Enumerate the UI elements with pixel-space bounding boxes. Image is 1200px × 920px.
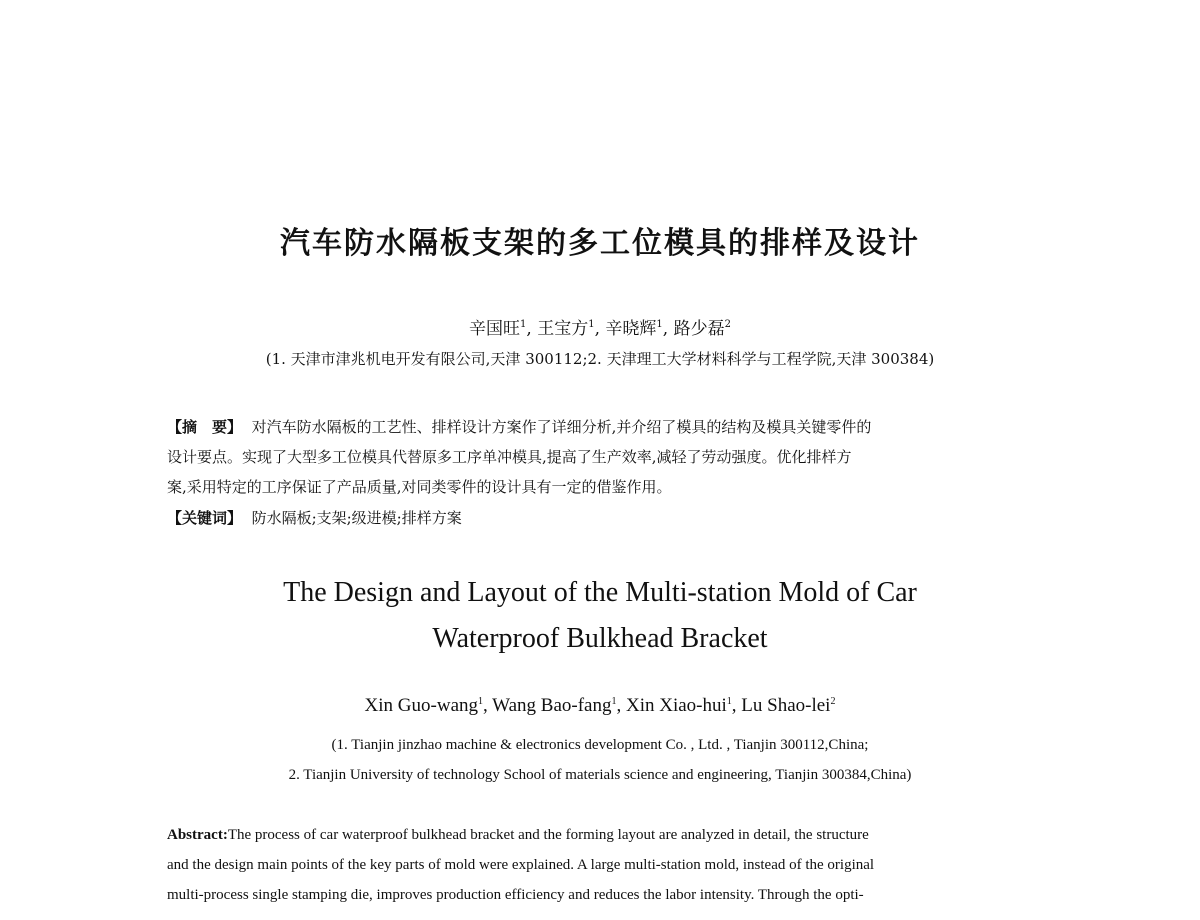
english-affiliation-line: (1. Tianjin jinzhao machine & electronics development Co. , Ltd. , Tianjin 300112,China; xyxy=(331,737,869,753)
abstract-line: multi-process single stamping die, improves production efficiency and reduces the labor intensity. Through the opti- xyxy=(167,887,864,903)
author-separator: , xyxy=(594,319,600,339)
author-separator: , xyxy=(731,695,737,716)
chinese-keywords xyxy=(167,506,1037,530)
abstract-line xyxy=(167,820,1027,850)
chinese-title: 汽车防水隔板支架的多工位模具的排样及设计 xyxy=(280,226,920,261)
keywords-text: 防水隔板;支架;级进模;排样方案 xyxy=(251,509,462,527)
author-affil-mark: 1 xyxy=(656,319,663,330)
chinese-affiliation: (1. 天津市津兆机电开发有限公司,天津 300112;2. 天津理工大学材料科学与工程学院,天津 300384) xyxy=(265,350,935,368)
abstract-label: 【摘 要】 xyxy=(167,418,243,436)
abstract-line: 案,采用特定的工序保证了产品质量,对同类零件的设计具有一定的借鉴作用。 xyxy=(167,478,672,496)
chinese-authors xyxy=(0,314,1200,339)
author-affil-mark: 1 xyxy=(588,319,595,330)
abstract-text: The process of car waterproof bulkhead bracket and the forming layout are analyzed in detail, the structure xyxy=(227,827,869,843)
chinese-abstract xyxy=(167,412,1037,502)
author-name: Lu Shao-lei xyxy=(741,695,831,716)
abstract-line: 设计要点。实现了大型多工位模具代替原多工序单冲模具,提高了生产效率,减轻了劳动强度。优化排样方 xyxy=(167,448,852,466)
author-separator: , xyxy=(662,319,669,339)
english-abstract xyxy=(167,820,1027,910)
author-separator: , xyxy=(616,695,622,716)
author-name: 路少磊 xyxy=(673,319,725,339)
author-separator: , xyxy=(483,695,488,716)
author-separator: , xyxy=(526,319,532,339)
author-affil-mark: 1 xyxy=(520,319,527,330)
english-title-line: Waterproof Bulkhead Bracket xyxy=(432,623,768,654)
abstract-line xyxy=(167,412,1037,442)
english-title xyxy=(0,570,1200,662)
keywords-label: 【关键词】 xyxy=(167,509,243,527)
author-affil-mark: 2 xyxy=(724,319,731,330)
author-name: Wang Bao-fang xyxy=(492,695,612,716)
author-name: 王宝方 xyxy=(537,319,589,339)
author-affil-mark: 1 xyxy=(611,696,617,707)
author-name: 辛国旺 xyxy=(469,319,521,339)
author-name: 辛晓辉 xyxy=(605,319,657,339)
author-name: Xin Guo-wang xyxy=(364,695,478,716)
english-authors xyxy=(0,695,1200,717)
english-affiliation-line: 2. Tianjin University of technology School of materials science and engineering, Tianjin 300384,China) xyxy=(288,767,912,783)
abstract-label: Abstract: xyxy=(167,827,228,843)
abstract-text: 对汽车防水隔板的工艺性、排样设计方案作了详细分析,并介绍了模具的结构及模具关键零件的 xyxy=(251,418,872,436)
abstract-line: and the design main points of the key parts of mold were explained. A large multi-station mold, instead of the original xyxy=(167,857,875,873)
english-affiliation xyxy=(0,730,1200,790)
author-affil-mark: 1 xyxy=(478,696,483,707)
author-affil-mark: 2 xyxy=(830,696,836,707)
english-title-line: The Design and Layout of the Multi-station Mold of Car xyxy=(283,577,917,608)
author-name: Xin Xiao-hui xyxy=(625,695,727,716)
author-affil-mark: 1 xyxy=(726,696,732,707)
